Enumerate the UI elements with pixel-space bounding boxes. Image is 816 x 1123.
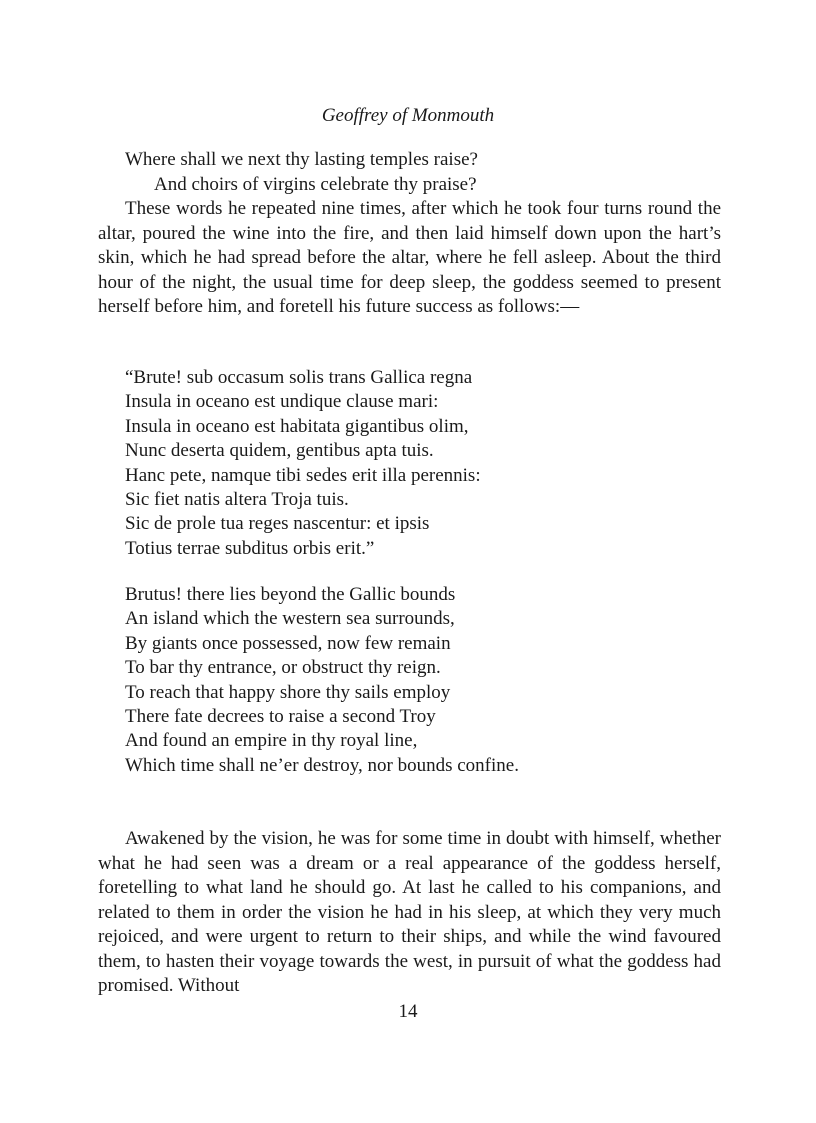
- paragraph: These words he repeated nine times, after which he took four turns round the altar, poured the wine into the fire, and then laid himself down upon the hart’s skin, which he had spread before the altar, where he fell asleep. About the third hour of the night, the usual time for deep sleep, the goddess seemed to present herself before him, and foretell his future success as follows:—: [98, 198, 721, 317]
- text-block-lower: [98, 827, 721, 999]
- poem-line: Hanc pete, namque tibi sedes erit illa perennis:: [125, 464, 481, 486]
- opening-verse-line: Where shall we next thy lasting temples raise?: [125, 149, 478, 170]
- poem-line: Totius terrae subditus orbis erit.”: [125, 537, 375, 559]
- poem-line: Brutus! there lies beyond the Gallic bounds: [125, 584, 456, 605]
- poem-line: Insula in oceano est habitata gigantibus olim,: [125, 415, 469, 437]
- poem-line: Sic fiet natis altera Troja tuis.: [125, 489, 349, 511]
- poem-line: Which time shall ne’er destroy, nor bounds confine.: [125, 754, 519, 776]
- english-poem: [125, 583, 725, 778]
- poem-line: By giants once possessed, now few remain: [125, 632, 451, 654]
- text-block-upper: [98, 148, 721, 320]
- poem-line: Nunc deserta quidem, gentibus apta tuis.: [125, 440, 434, 462]
- paragraph: Awakened by the vision, he was for some time in doubt with himself, whether what he had seen was a dream or a real appearance of the goddess herself, foretelling to what land he should go. At last he called to his companions, and related to them in order the vision he had in his sleep, at which they very much rejoiced, and were urgent to return to their ships, and while the wind favoured them, to hasten their voyage towards the west, in pursuit of what the goddess had promised. Without: [98, 828, 721, 996]
- poem-line: Sic de prole tua reges nascentur: et ipsis: [125, 513, 430, 535]
- poem-line: Insula in oceano est undique clause mari:: [125, 391, 439, 413]
- page-number: 14: [398, 1001, 418, 1022]
- poem-line: To reach that happy shore thy sails employ: [125, 681, 451, 703]
- latin-poem: [125, 366, 725, 561]
- poem-line: “Brute! sub occasum solis trans Gallica regna: [125, 367, 473, 388]
- poem-line: There fate decrees to raise a second Troy: [125, 706, 436, 728]
- poem-line: An island which the western sea surrounds,: [125, 608, 455, 630]
- running-head: Geoffrey of Monmouth: [321, 105, 495, 126]
- opening-verse-line: And choirs of virgins celebrate thy praise?: [154, 173, 477, 195]
- poem-line: And found an empire in thy royal line,: [125, 730, 418, 752]
- poem-line: To bar thy entrance, or obstruct thy reign.: [125, 657, 441, 679]
